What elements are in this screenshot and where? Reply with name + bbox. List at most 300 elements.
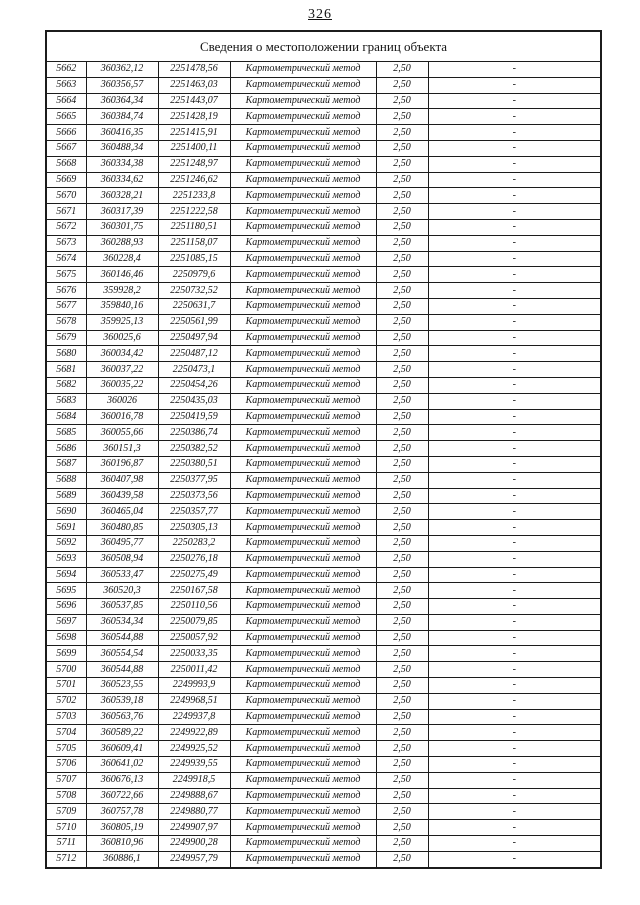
table-row <box>46 630 601 646</box>
x-coordinate-cell: 360534,34 <box>86 614 158 630</box>
note-cell: - <box>428 535 601 551</box>
point-number-cell: 5670 <box>46 188 86 204</box>
note-cell: - <box>428 172 601 188</box>
method-cell: Картометрический метод <box>230 125 376 141</box>
x-coordinate-cell: 360196,87 <box>86 456 158 472</box>
point-number-cell: 5680 <box>46 346 86 362</box>
point-number-cell: 5674 <box>46 251 86 267</box>
page-number-value: 326 <box>308 7 332 22</box>
method-cell: Картометрический метод <box>230 567 376 583</box>
method-cell: Картометрический метод <box>230 836 376 852</box>
precision-cell: 2,50 <box>376 599 428 615</box>
point-number-cell: 5663 <box>46 77 86 93</box>
table-row <box>46 377 601 393</box>
y-coordinate-cell: 2250386,74 <box>158 425 230 441</box>
precision-cell: 2,50 <box>376 346 428 362</box>
method-cell: Картометрический метод <box>230 583 376 599</box>
y-coordinate-cell: 2249925,52 <box>158 741 230 757</box>
table-row <box>46 125 601 141</box>
note-cell: - <box>428 599 601 615</box>
point-number-cell: 5695 <box>46 583 86 599</box>
x-coordinate-cell: 360025,6 <box>86 330 158 346</box>
note-cell: - <box>428 219 601 235</box>
precision-cell: 2,50 <box>376 377 428 393</box>
y-coordinate-cell: 2251085,15 <box>158 251 230 267</box>
x-coordinate-cell: 360641,02 <box>86 757 158 773</box>
x-coordinate-cell: 360495,77 <box>86 535 158 551</box>
x-coordinate-cell: 360288,93 <box>86 235 158 251</box>
x-coordinate-cell: 360416,35 <box>86 125 158 141</box>
method-cell: Картометрический метод <box>230 235 376 251</box>
note-cell: - <box>428 441 601 457</box>
y-coordinate-cell: 2250110,56 <box>158 599 230 615</box>
method-cell: Картометрический метод <box>230 741 376 757</box>
method-cell: Картометрический метод <box>230 140 376 156</box>
x-coordinate-cell: 360722,66 <box>86 788 158 804</box>
method-cell: Картометрический метод <box>230 62 376 78</box>
note-cell: - <box>428 646 601 662</box>
point-number-cell: 5698 <box>46 630 86 646</box>
note-cell: - <box>428 662 601 678</box>
table-row <box>46 520 601 536</box>
note-cell: - <box>428 235 601 251</box>
point-number-cell: 5696 <box>46 599 86 615</box>
method-cell: Картометрический метод <box>230 425 376 441</box>
point-number-cell: 5673 <box>46 235 86 251</box>
y-coordinate-cell: 2251463,03 <box>158 77 230 93</box>
point-number-cell: 5664 <box>46 93 86 109</box>
y-coordinate-cell: 2249888,67 <box>158 788 230 804</box>
table-row <box>46 393 601 409</box>
method-cell: Картометрический метод <box>230 219 376 235</box>
note-cell: - <box>428 377 601 393</box>
method-cell: Картометрический метод <box>230 804 376 820</box>
table-row <box>46 488 601 504</box>
table-row <box>46 693 601 709</box>
note-cell: - <box>428 314 601 330</box>
x-coordinate-cell: 360589,22 <box>86 725 158 741</box>
method-cell: Картометрический метод <box>230 314 376 330</box>
precision-cell: 2,50 <box>376 330 428 346</box>
table-row <box>46 156 601 172</box>
note-cell: - <box>428 567 601 583</box>
method-cell: Картометрический метод <box>230 614 376 630</box>
note-cell: - <box>428 93 601 109</box>
precision-cell: 2,50 <box>376 741 428 757</box>
point-number-cell: 5682 <box>46 377 86 393</box>
x-coordinate-cell: 360301,75 <box>86 219 158 235</box>
y-coordinate-cell: 2250011,42 <box>158 662 230 678</box>
x-coordinate-cell: 360544,88 <box>86 662 158 678</box>
precision-cell: 2,50 <box>376 77 428 93</box>
note-cell: - <box>428 330 601 346</box>
note-cell: - <box>428 614 601 630</box>
table-row <box>46 251 601 267</box>
note-cell: - <box>428 741 601 757</box>
table-row <box>46 62 601 78</box>
boundary-location-table <box>45 30 602 869</box>
point-number-cell: 5675 <box>46 267 86 283</box>
note-cell: - <box>428 520 601 536</box>
table-row <box>46 172 601 188</box>
x-coordinate-cell: 359840,16 <box>86 298 158 314</box>
precision-cell: 2,50 <box>376 267 428 283</box>
method-cell: Картометрический метод <box>230 662 376 678</box>
y-coordinate-cell: 2249918,5 <box>158 772 230 788</box>
y-coordinate-cell: 2251248,97 <box>158 156 230 172</box>
method-cell: Картометрический метод <box>230 488 376 504</box>
table-row <box>46 409 601 425</box>
y-coordinate-cell: 2250732,52 <box>158 283 230 299</box>
table-row <box>46 283 601 299</box>
precision-cell: 2,50 <box>376 836 428 852</box>
precision-cell: 2,50 <box>376 614 428 630</box>
method-cell: Картометрический метод <box>230 267 376 283</box>
precision-cell: 2,50 <box>376 535 428 551</box>
method-cell: Картометрический метод <box>230 851 376 867</box>
point-number-cell: 5699 <box>46 646 86 662</box>
method-cell: Картометрический метод <box>230 441 376 457</box>
point-number-cell: 5662 <box>46 62 86 78</box>
table-row <box>46 77 601 93</box>
point-number-cell: 5707 <box>46 772 86 788</box>
x-coordinate-cell: 360228,4 <box>86 251 158 267</box>
y-coordinate-cell: 2249937,8 <box>158 709 230 725</box>
x-coordinate-cell: 360544,88 <box>86 630 158 646</box>
table-row <box>46 204 601 220</box>
precision-cell: 2,50 <box>376 393 428 409</box>
point-number-cell: 5672 <box>46 219 86 235</box>
note-cell: - <box>428 820 601 836</box>
table-row <box>46 551 601 567</box>
note-cell: - <box>428 678 601 694</box>
table-row <box>46 472 601 488</box>
method-cell: Картометрический метод <box>230 646 376 662</box>
method-cell: Картометрический метод <box>230 77 376 93</box>
y-coordinate-cell: 2250979,6 <box>158 267 230 283</box>
method-cell: Картометрический метод <box>230 298 376 314</box>
method-cell: Картометрический метод <box>230 456 376 472</box>
table-row <box>46 583 601 599</box>
table-row <box>46 235 601 251</box>
point-number-cell: 5694 <box>46 567 86 583</box>
precision-cell: 2,50 <box>376 725 428 741</box>
point-number-cell: 5686 <box>46 441 86 457</box>
x-coordinate-cell: 360037,22 <box>86 362 158 378</box>
x-coordinate-cell: 360016,78 <box>86 409 158 425</box>
precision-cell: 2,50 <box>376 630 428 646</box>
table-row <box>46 425 601 441</box>
table-row <box>46 662 601 678</box>
table-row <box>46 188 601 204</box>
point-number-cell: 5671 <box>46 204 86 220</box>
precision-cell: 2,50 <box>376 551 428 567</box>
y-coordinate-cell: 2249968,51 <box>158 693 230 709</box>
precision-cell: 2,50 <box>376 788 428 804</box>
point-number-cell: 5690 <box>46 504 86 520</box>
point-number-cell: 5692 <box>46 535 86 551</box>
precision-cell: 2,50 <box>376 298 428 314</box>
table-row <box>46 140 601 156</box>
precision-cell: 2,50 <box>376 109 428 125</box>
precision-cell: 2,50 <box>376 678 428 694</box>
y-coordinate-cell: 2250357,77 <box>158 504 230 520</box>
point-number-cell: 5683 <box>46 393 86 409</box>
precision-cell: 2,50 <box>376 204 428 220</box>
precision-cell: 2,50 <box>376 172 428 188</box>
note-cell: - <box>428 188 601 204</box>
y-coordinate-cell: 2250497,94 <box>158 330 230 346</box>
note-cell: - <box>428 504 601 520</box>
x-coordinate-cell: 360480,85 <box>86 520 158 536</box>
y-coordinate-cell: 2251222,58 <box>158 204 230 220</box>
table-row <box>46 346 601 362</box>
method-cell: Картометрический метод <box>230 409 376 425</box>
note-cell: - <box>428 140 601 156</box>
table-title: Сведения о местоположении границ объекта <box>46 31 601 62</box>
precision-cell: 2,50 <box>376 251 428 267</box>
y-coordinate-cell: 2249993,9 <box>158 678 230 694</box>
table-row <box>46 804 601 820</box>
table-row <box>46 646 601 662</box>
y-coordinate-cell: 2250561,99 <box>158 314 230 330</box>
x-coordinate-cell: 360407,98 <box>86 472 158 488</box>
x-coordinate-cell: 360508,94 <box>86 551 158 567</box>
point-number-cell: 5678 <box>46 314 86 330</box>
table-row <box>46 709 601 725</box>
method-cell: Картометрический метод <box>230 204 376 220</box>
table-row <box>46 788 601 804</box>
point-number-cell: 5710 <box>46 820 86 836</box>
x-coordinate-cell: 360886,1 <box>86 851 158 867</box>
precision-cell: 2,50 <box>376 156 428 172</box>
y-coordinate-cell: 2249900,28 <box>158 836 230 852</box>
note-cell: - <box>428 125 601 141</box>
note-cell: - <box>428 346 601 362</box>
method-cell: Картометрический метод <box>230 188 376 204</box>
table-row <box>46 614 601 630</box>
note-cell: - <box>428 109 601 125</box>
point-number-cell: 5701 <box>46 678 86 694</box>
table-row <box>46 267 601 283</box>
point-number-cell: 5705 <box>46 741 86 757</box>
y-coordinate-cell: 2249922,89 <box>158 725 230 741</box>
note-cell: - <box>428 362 601 378</box>
note-cell: - <box>428 551 601 567</box>
note-cell: - <box>428 425 601 441</box>
precision-cell: 2,50 <box>376 709 428 725</box>
y-coordinate-cell: 2251428,19 <box>158 109 230 125</box>
y-coordinate-cell: 2250275,49 <box>158 567 230 583</box>
x-coordinate-cell: 360334,62 <box>86 172 158 188</box>
precision-cell: 2,50 <box>376 140 428 156</box>
precision-cell: 2,50 <box>376 283 428 299</box>
point-number-cell: 5688 <box>46 472 86 488</box>
method-cell: Картометрический метод <box>230 109 376 125</box>
note-cell: - <box>428 725 601 741</box>
x-coordinate-cell: 360334,38 <box>86 156 158 172</box>
x-coordinate-cell: 360810,96 <box>86 836 158 852</box>
y-coordinate-cell: 2251415,91 <box>158 125 230 141</box>
point-number-cell: 5706 <box>46 757 86 773</box>
method-cell: Картометрический метод <box>230 630 376 646</box>
point-number-cell: 5709 <box>46 804 86 820</box>
precision-cell: 2,50 <box>376 693 428 709</box>
method-cell: Картометрический метод <box>230 93 376 109</box>
point-number-cell: 5684 <box>46 409 86 425</box>
x-coordinate-cell: 360328,21 <box>86 188 158 204</box>
point-number-cell: 5711 <box>46 836 86 852</box>
note-cell: - <box>428 630 601 646</box>
x-coordinate-cell: 360520,3 <box>86 583 158 599</box>
y-coordinate-cell: 2249880,77 <box>158 804 230 820</box>
precision-cell: 2,50 <box>376 235 428 251</box>
table-row <box>46 362 601 378</box>
x-coordinate-cell: 360563,76 <box>86 709 158 725</box>
x-coordinate-cell: 360439,58 <box>86 488 158 504</box>
note-cell: - <box>428 393 601 409</box>
y-coordinate-cell: 2250373,56 <box>158 488 230 504</box>
x-coordinate-cell: 360384,74 <box>86 109 158 125</box>
precision-cell: 2,50 <box>376 820 428 836</box>
point-number-cell: 5681 <box>46 362 86 378</box>
method-cell: Картометрический метод <box>230 283 376 299</box>
note-cell: - <box>428 456 601 472</box>
x-coordinate-cell: 360362,12 <box>86 62 158 78</box>
point-number-cell: 5667 <box>46 140 86 156</box>
y-coordinate-cell: 2251233,8 <box>158 188 230 204</box>
table-row <box>46 567 601 583</box>
point-number-cell: 5703 <box>46 709 86 725</box>
table-row <box>46 725 601 741</box>
method-cell: Картометрический метод <box>230 693 376 709</box>
y-coordinate-cell: 2250473,1 <box>158 362 230 378</box>
precision-cell: 2,50 <box>376 851 428 867</box>
y-coordinate-cell: 2249957,79 <box>158 851 230 867</box>
x-coordinate-cell: 360465,04 <box>86 504 158 520</box>
table-row <box>46 820 601 836</box>
method-cell: Картометрический метод <box>230 678 376 694</box>
table-row <box>46 772 601 788</box>
point-number-cell: 5666 <box>46 125 86 141</box>
precision-cell: 2,50 <box>376 646 428 662</box>
precision-cell: 2,50 <box>376 567 428 583</box>
precision-cell: 2,50 <box>376 125 428 141</box>
note-cell: - <box>428 283 601 299</box>
x-coordinate-cell: 360533,47 <box>86 567 158 583</box>
x-coordinate-cell: 360364,34 <box>86 93 158 109</box>
table-row <box>46 678 601 694</box>
method-cell: Картометрический метод <box>230 346 376 362</box>
precision-cell: 2,50 <box>376 93 428 109</box>
x-coordinate-cell: 360676,13 <box>86 772 158 788</box>
point-number-cell: 5691 <box>46 520 86 536</box>
precision-cell: 2,50 <box>376 804 428 820</box>
x-coordinate-cell: 360523,55 <box>86 678 158 694</box>
note-cell: - <box>428 757 601 773</box>
y-coordinate-cell: 2250057,92 <box>158 630 230 646</box>
precision-cell: 2,50 <box>376 362 428 378</box>
method-cell: Картометрический метод <box>230 377 376 393</box>
precision-cell: 2,50 <box>376 662 428 678</box>
precision-cell: 2,50 <box>376 314 428 330</box>
x-coordinate-cell: 360035,22 <box>86 377 158 393</box>
table-row <box>46 851 601 867</box>
y-coordinate-cell: 2250380,51 <box>158 456 230 472</box>
method-cell: Картометрический метод <box>230 504 376 520</box>
x-coordinate-cell: 360356,57 <box>86 77 158 93</box>
x-coordinate-cell: 360151,3 <box>86 441 158 457</box>
page-number <box>0 6 640 24</box>
y-coordinate-cell: 2250283,2 <box>158 535 230 551</box>
point-number-cell: 5677 <box>46 298 86 314</box>
table-row <box>46 504 601 520</box>
y-coordinate-cell: 2249939,55 <box>158 757 230 773</box>
precision-cell: 2,50 <box>376 409 428 425</box>
method-cell: Картометрический метод <box>230 393 376 409</box>
precision-cell: 2,50 <box>376 441 428 457</box>
method-cell: Картометрический метод <box>230 599 376 615</box>
note-cell: - <box>428 583 601 599</box>
note-cell: - <box>428 772 601 788</box>
y-coordinate-cell: 2250167,58 <box>158 583 230 599</box>
x-coordinate-cell: 360488,34 <box>86 140 158 156</box>
table-row <box>46 441 601 457</box>
note-cell: - <box>428 156 601 172</box>
point-number-cell: 5689 <box>46 488 86 504</box>
y-coordinate-cell: 2250435,03 <box>158 393 230 409</box>
note-cell: - <box>428 709 601 725</box>
x-coordinate-cell: 360146,46 <box>86 267 158 283</box>
y-coordinate-cell: 2250276,18 <box>158 551 230 567</box>
note-cell: - <box>428 204 601 220</box>
table-row <box>46 599 601 615</box>
method-cell: Картометрический метод <box>230 788 376 804</box>
method-cell: Картометрический метод <box>230 172 376 188</box>
table-row <box>46 109 601 125</box>
precision-cell: 2,50 <box>376 62 428 78</box>
x-coordinate-cell: 360026 <box>86 393 158 409</box>
y-coordinate-cell: 2250454,26 <box>158 377 230 393</box>
y-coordinate-cell: 2250305,13 <box>158 520 230 536</box>
method-cell: Картометрический метод <box>230 520 376 536</box>
x-coordinate-cell: 360554,54 <box>86 646 158 662</box>
y-coordinate-cell: 2251443,07 <box>158 93 230 109</box>
precision-cell: 2,50 <box>376 188 428 204</box>
note-cell: - <box>428 836 601 852</box>
table-row <box>46 298 601 314</box>
note-cell: - <box>428 267 601 283</box>
y-coordinate-cell: 2251478,56 <box>158 62 230 78</box>
point-number-cell: 5679 <box>46 330 86 346</box>
y-coordinate-cell: 2251158,07 <box>158 235 230 251</box>
point-number-cell: 5702 <box>46 693 86 709</box>
y-coordinate-cell: 2249907,97 <box>158 820 230 836</box>
table-row <box>46 93 601 109</box>
point-number-cell: 5697 <box>46 614 86 630</box>
table-row <box>46 219 601 235</box>
point-number-cell: 5668 <box>46 156 86 172</box>
point-number-cell: 5704 <box>46 725 86 741</box>
x-coordinate-cell: 359925,13 <box>86 314 158 330</box>
boundary-table-body <box>46 62 601 868</box>
precision-cell: 2,50 <box>376 488 428 504</box>
table-row <box>46 456 601 472</box>
point-number-cell: 5700 <box>46 662 86 678</box>
point-number-cell: 5712 <box>46 851 86 867</box>
x-coordinate-cell: 360539,18 <box>86 693 158 709</box>
y-coordinate-cell: 2250487,12 <box>158 346 230 362</box>
